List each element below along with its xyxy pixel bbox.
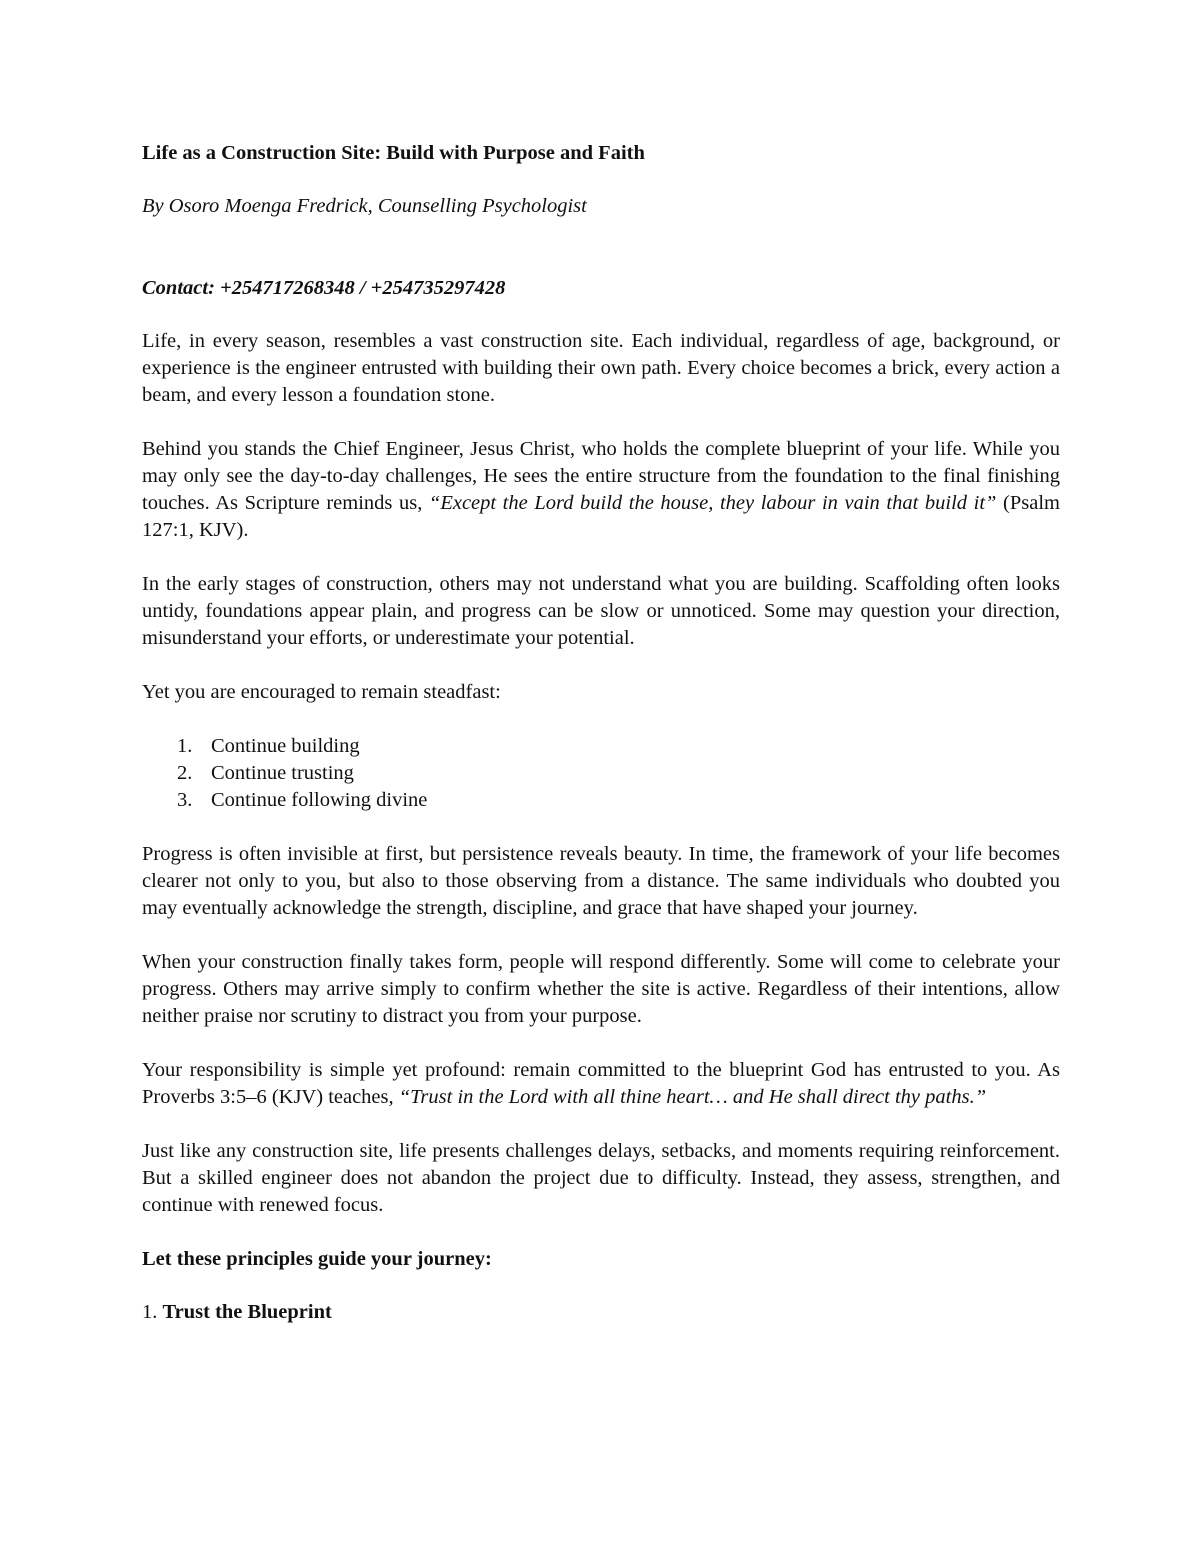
list-number: 1.	[177, 735, 193, 757]
document-title: Life as a Construction Site: Build with Purpose and Faith	[142, 142, 645, 164]
principle-number: 1.	[142, 1301, 163, 1323]
document-page	[142, 140, 1060, 1326]
list-number: 2.	[177, 762, 193, 784]
paragraph-progress: Progress is often invisible at first, but persistence reveals beauty. In time, the framework of your life becomes clearer not only to you, but also to those observing from a distance. The same individuals who doubted you may eventually acknowledge the strength, discipline, and grace that have shaped your journey.	[142, 843, 1060, 919]
list-item	[142, 760, 1060, 787]
scripture-quote-proverbs: “Trust in the Lord with all thine heart… and He shall direct thy paths.”	[398, 1086, 987, 1108]
list-text: Continue following divine	[211, 789, 428, 811]
list-number: 3.	[177, 789, 193, 811]
scripture-citation: (Psalm 127:1, KJV).	[142, 492, 1060, 541]
list-item	[142, 787, 1060, 814]
paragraph-challenges: Just like any construction site, life presents challenges delays, setbacks, and moments requiring reinforcement. But a skilled engineer does not abandon the project due to difficulty. Instead, they assess, strengthen, and continue with renewed focus.	[142, 1140, 1060, 1216]
paragraph-text: Behind you stands the Chief Engineer, Jesus Christ, who holds the complete blueprint of your life. While you may only see the day-to-day challenges, He sees the entire structure from the foundation to the final finishing touches. As Scripture reminds us,	[142, 438, 1060, 514]
scripture-quote-psalm: “Except the Lord build the house, they labour in vain that build it”	[428, 492, 997, 514]
principle-item	[142, 1299, 1060, 1326]
list-item	[142, 733, 1060, 760]
paragraph-steadfast: Yet you are encouraged to remain steadfast:	[142, 681, 501, 703]
paragraph-responsibility	[142, 1057, 1060, 1111]
list-text: Continue building	[211, 735, 360, 757]
author-byline: By Osoro Moenga Fredrick, Counselling Psychologist	[142, 195, 587, 217]
list-text: Continue trusting	[211, 762, 354, 784]
paragraph-construction-form: When your construction finally takes form, people will respond differently. Some will come to celebrate your progress. Others may arrive simply to confirm whether the site is active. Regardless of their intentions, allow neither praise nor scrutiny to distract you from your purpose.	[142, 951, 1060, 1027]
contact-line: Contact: +254717268348 / +254735297428	[142, 277, 506, 299]
paragraph-intro: Life, in every season, resembles a vast construction site. Each individual, regardless of age, background, or experience is the engineer entrusted with building their own path. Every choice becomes a brick, every action a beam, and every lesson a foundation stone.	[142, 330, 1060, 406]
paragraph-chief-engineer	[142, 436, 1060, 544]
principles-heading: Let these principles guide your journey:	[142, 1248, 492, 1270]
paragraph-text: Your responsibility is simple yet profound: remain committed to the blueprint God has entrusted to you. As Proverbs 3:5–6 (KJV) teaches,	[142, 1059, 1060, 1108]
steadfast-list	[142, 733, 1060, 814]
principle-title: Trust the Blueprint	[162, 1301, 332, 1323]
paragraph-early-stages: In the early stages of construction, others may not understand what you are building. Scaffolding often looks untidy, foundations appear plain, and progress can be slow or unnoticed. Some may question your direction, misunderstand your efforts, or underestimate your potential.	[142, 573, 1060, 649]
